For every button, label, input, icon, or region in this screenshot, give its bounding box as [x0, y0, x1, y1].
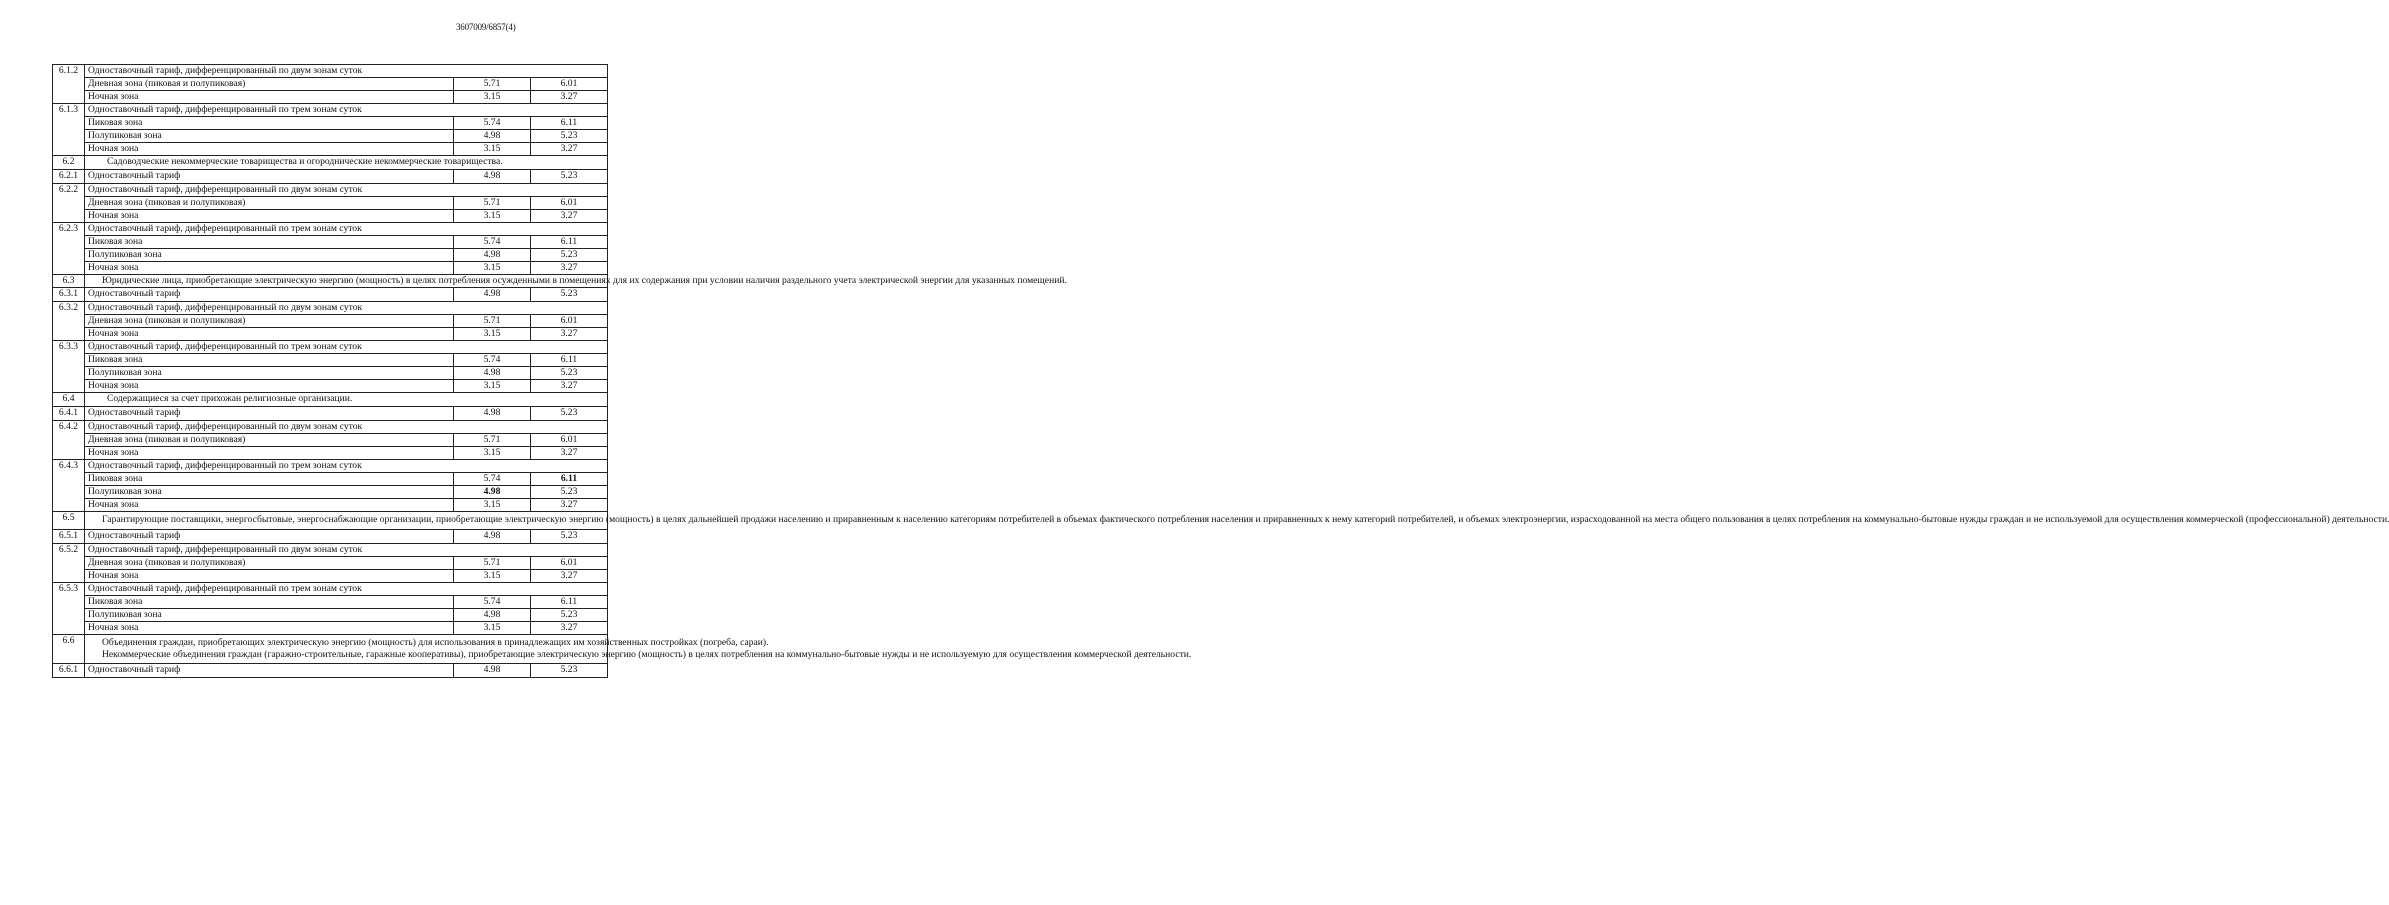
tariff-value-h2: 5.23 [531, 130, 608, 143]
document-number: 3607009/6857(4) [456, 22, 516, 32]
tariff-title: Одноставочный тариф [85, 287, 454, 301]
tariff-value-h1: 5.74 [454, 117, 531, 130]
table-row [53, 78, 608, 91]
zone-label: Полупиковая зона [85, 366, 454, 379]
tariff-value-h1: 4.98 [454, 529, 531, 543]
tariff-title: Одноставочный тариф [85, 406, 454, 420]
row-number: 6.5.2 [53, 543, 85, 582]
zone-label: Пиковая зона [85, 472, 454, 485]
tariff-value-h2: 6.01 [531, 433, 608, 446]
tariff-value-h2: 6.01 [531, 314, 608, 327]
category-title [85, 275, 1067, 288]
table-row [53, 275, 608, 288]
table-row [53, 392, 608, 406]
tariff-value-h2: 5.23 [531, 663, 608, 677]
tariff-title: Одноставочный тариф, дифференцированный по двум зонам суток [85, 184, 608, 197]
zone-label: Ночная зона [85, 621, 454, 634]
tariff-value-h2: 3.27 [531, 446, 608, 459]
tariff-title: Одноставочный тариф, дифференцированный по трем зонам суток [85, 104, 608, 117]
row-number: 6.2.3 [53, 223, 85, 275]
tariff-value-h1: 5.74 [454, 236, 531, 249]
tariff-value-h1: 3.15 [454, 498, 531, 511]
tariff-title: Одноставочный тариф, дифференцированный по трем зонам суток [85, 223, 608, 236]
category-title: Садоводческие некоммерческие товарищества и огороднические некоммерческие товарищества. [85, 156, 608, 170]
table-row [53, 595, 608, 608]
tariff-value-h2: 5.23 [531, 366, 608, 379]
tariff-value-h1: 4.98 [454, 287, 531, 301]
table-row [53, 223, 608, 236]
tariff-value-h2: 6.01 [531, 78, 608, 91]
tariff-title: Одноставочный тариф [85, 663, 454, 677]
tariff-value-h1: 3.15 [454, 621, 531, 634]
zone-label: Пиковая зона [85, 353, 454, 366]
row-number: 6.4 [53, 392, 85, 406]
tariff-title: Одноставочный тариф, дифференцированный по трем зонам суток [85, 340, 608, 353]
tariff-title: Одноставочный тариф, дифференцированный по двум зонам суток [85, 65, 608, 78]
value-bold: 4.98 [483, 485, 501, 497]
tariff-value-h1: 3.15 [454, 379, 531, 392]
tariff-title: Одноставочный тариф, дифференцированный по трем зонам суток [85, 582, 608, 595]
tariff-title: Одноставочный тариф, дифференцированный по двум зонам суток [85, 543, 608, 556]
tariff-title: Одноставочный тариф, дифференцированный по двум зонам суток [85, 301, 608, 314]
category-title: Содержащиеся за счет прихожан религиозные организации. [85, 392, 608, 406]
table-row [53, 366, 608, 379]
tariff-value-h1: 5.74 [454, 353, 531, 366]
tariff-value-h1: 5.71 [454, 78, 531, 91]
table-row [53, 459, 608, 472]
table-row [53, 446, 608, 459]
zone-label: Ночная зона [85, 379, 454, 392]
zone-label: Ночная зона [85, 143, 454, 156]
table-row [53, 529, 608, 543]
zone-label: Ночная зона [85, 91, 454, 104]
row-number: 6.6 [53, 634, 85, 663]
tariff-value-h1: 3.15 [454, 569, 531, 582]
tariff-value-h2: 6.11 [531, 117, 608, 130]
tariff-value-h2: 3.27 [531, 569, 608, 582]
tariff-value-h2: 6.11 [531, 236, 608, 249]
tariff-value-h1: 3.15 [454, 91, 531, 104]
tariff-value-h1: 5.71 [454, 314, 531, 327]
table-row [53, 197, 608, 210]
category-paragraph: Гарантирующие поставщики, энергосбытовые, энергоснабжающие организации, приобретающие электрическую энергию (мощность) в целях дальнейшей продажи населению и приравненным к населению категориям потребителей в объемах фактического потребления населения и приравненных к нему категорий потребителей, и объемах электроэнергии, израсходованной на места общего пользования в целях потребления на коммунально-бытовые нужды граждан и не используемой для осуществления коммерческой (профессиональной) деятельности. [102, 513, 2389, 525]
value-bold: 6.11 [560, 472, 578, 484]
table-row [53, 236, 608, 249]
tariff-value-h1: 4.98 [454, 249, 531, 262]
tariff-value-h2: 3.27 [531, 262, 608, 275]
table-row [53, 156, 608, 170]
row-number: 6.6.1 [53, 663, 85, 677]
tariff-value-h2: 3.27 [531, 498, 608, 511]
table-row [53, 634, 608, 663]
tariff-value-h2: 6.01 [531, 197, 608, 210]
tariff-value-h1: 4.98 [454, 170, 531, 184]
row-number: 6.5.1 [53, 529, 85, 543]
table-row [53, 433, 608, 446]
category-paragraph: Юридические лица, приобретающие электрическую энергию (мощность) в целях потребления осужденными в помещениях для их содержания при условии наличия раздельного учета электрической энергии для указанных помещений. [102, 275, 1067, 286]
tariff-title: Одноставочный тариф, дифференцированный по двум зонам суток [85, 420, 608, 433]
tariff-value-h1: 4.98 [454, 366, 531, 379]
category-paragraph: Объединения граждан, приобретающих электрическую энергию (мощность) для использования в принадлежащих им хозяйственных постройках (погреба, сараи). [102, 636, 769, 648]
tariff-value-h1: 3.15 [454, 143, 531, 156]
zone-label: Ночная зона [85, 446, 454, 459]
tariff-value-h1: 5.74 [454, 595, 531, 608]
row-number: 6.2.1 [53, 170, 85, 184]
zone-label: Пиковая зона [85, 595, 454, 608]
table-row [53, 511, 608, 529]
row-number: 6.3.2 [53, 301, 85, 340]
tariff-value-h2: 3.27 [531, 143, 608, 156]
table-row [53, 170, 608, 184]
table-row [53, 91, 608, 104]
zone-label: Дневная зона (пиковая и полупиковая) [85, 78, 454, 91]
tariff-value-h2: 5.23 [531, 170, 608, 184]
table-row [53, 582, 608, 595]
table-row [53, 301, 608, 314]
table-row [53, 353, 608, 366]
table-row [53, 485, 608, 498]
row-number: 6.4.1 [53, 406, 85, 420]
tariff-title: Одноставочный тариф [85, 529, 454, 543]
table-row [53, 543, 608, 556]
zone-label: Дневная зона (пиковая и полупиковая) [85, 433, 454, 446]
zone-label: Полупиковая зона [85, 485, 454, 498]
row-number: 6.2 [53, 156, 85, 170]
zone-label: Ночная зона [85, 262, 454, 275]
tariff-table [52, 64, 2389, 678]
table-row [53, 340, 608, 353]
category-paragraph: Некоммерческие объединения граждан (гаражно-строительные, гаражные кооперативы), приобретающие электрическую энергию (мощность) в целях потребления на коммунально-бытовые нужды и не используемую для осуществления коммерческой деятельности. [102, 648, 1192, 660]
table-row [53, 569, 608, 582]
zone-label: Полупиковая зона [85, 608, 454, 621]
table-row [53, 143, 608, 156]
table-row [53, 262, 608, 275]
zone-label: Полупиковая зона [85, 249, 454, 262]
table-row [53, 287, 608, 301]
table-row [53, 663, 608, 677]
row-number: 6.3.1 [53, 287, 85, 301]
zone-label: Дневная зона (пиковая и полупиковая) [85, 197, 454, 210]
zone-label: Пиковая зона [85, 236, 454, 249]
zone-label: Ночная зона [85, 210, 454, 223]
table-row [53, 184, 608, 197]
row-number: 6.1.2 [53, 65, 85, 104]
row-number: 6.4.2 [53, 420, 85, 459]
tariff-value-h1: 3.15 [454, 327, 531, 340]
tariff-value-h2 [531, 472, 608, 485]
tariff-value-h2: 3.27 [531, 91, 608, 104]
zone-label: Ночная зона [85, 498, 454, 511]
table-row [53, 210, 608, 223]
tariff-value-h1: 4.98 [454, 130, 531, 143]
tariff-value-h1: 5.71 [454, 433, 531, 446]
row-number: 6.4.3 [53, 459, 85, 511]
tariff-value-h1: 4.98 [454, 406, 531, 420]
tariff-value-h1: 3.15 [454, 210, 531, 223]
tariff-value-h2: 5.23 [531, 608, 608, 621]
tariff-value-h1: 5.74 [454, 472, 531, 485]
zone-label: Пиковая зона [85, 117, 454, 130]
tariff-value-h1: 3.15 [454, 262, 531, 275]
table-row [53, 420, 608, 433]
table-row [53, 104, 608, 117]
tariff-value-h1: 4.98 [454, 608, 531, 621]
table-row [53, 621, 608, 634]
zone-label: Ночная зона [85, 569, 454, 582]
table-row [53, 130, 608, 143]
tariff-value-h2: 6.11 [531, 595, 608, 608]
tariff-value-h2: 5.23 [531, 287, 608, 301]
category-title [85, 511, 2389, 529]
tariff-value-h2: 5.23 [531, 485, 608, 498]
tariff-value-h2: 5.23 [531, 529, 608, 543]
tariff-value-h2: 3.27 [531, 379, 608, 392]
tariff-title: Одноставочный тариф [85, 170, 454, 184]
tariff-value-h1: 3.15 [454, 446, 531, 459]
zone-label: Полупиковая зона [85, 130, 454, 143]
tariff-value-h2: 3.27 [531, 621, 608, 634]
row-number: 6.3.3 [53, 340, 85, 392]
row-number: 6.2.2 [53, 184, 85, 223]
tariff-value-h2: 6.11 [531, 353, 608, 366]
table-row [53, 327, 608, 340]
tariff-value-h1: 4.98 [454, 663, 531, 677]
table-row [53, 608, 608, 621]
tariff-value-h2: 3.27 [531, 210, 608, 223]
table-row [53, 249, 608, 262]
tariff-value-h2: 5.23 [531, 406, 608, 420]
table-row [53, 314, 608, 327]
table-row [53, 472, 608, 485]
table-row [53, 379, 608, 392]
table-row [53, 65, 608, 78]
tariff-title: Одноставочный тариф, дифференцированный по трем зонам суток [85, 459, 608, 472]
table-row [53, 498, 608, 511]
table-row [53, 117, 608, 130]
table-row [53, 406, 608, 420]
row-number: 6.5 [53, 511, 85, 529]
tariff-value-h2: 6.01 [531, 556, 608, 569]
category-title [85, 634, 1192, 663]
tariff-value-h1 [454, 485, 531, 498]
row-number: 6.3 [53, 275, 85, 288]
tariff-value-h1: 5.71 [454, 197, 531, 210]
zone-label: Ночная зона [85, 327, 454, 340]
tariff-value-h2: 5.23 [531, 249, 608, 262]
zone-label: Дневная зона (пиковая и полупиковая) [85, 556, 454, 569]
row-number: 6.1.3 [53, 104, 85, 156]
row-number: 6.5.3 [53, 582, 85, 634]
zone-label: Дневная зона (пиковая и полупиковая) [85, 314, 454, 327]
tariff-value-h1: 5.71 [454, 556, 531, 569]
table-row [53, 556, 608, 569]
tariff-value-h2: 3.27 [531, 327, 608, 340]
